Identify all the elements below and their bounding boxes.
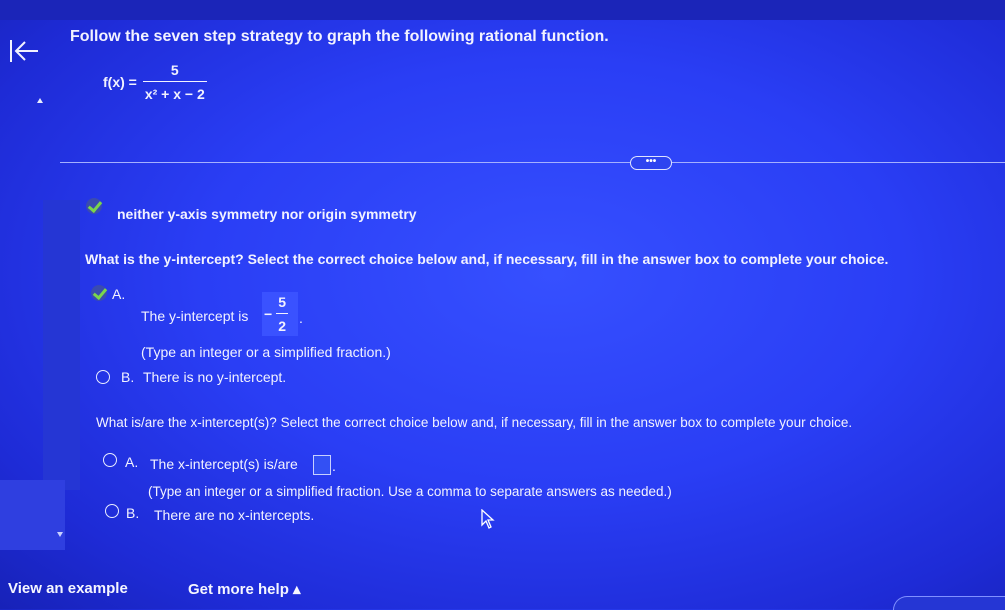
- instruction-text: Follow the seven step strategy to graph the following rational function.: [70, 28, 609, 45]
- scroll-strip: [43, 200, 80, 490]
- xintercept-choice-b-radio[interactable]: [105, 504, 119, 518]
- function-lhs: f(x) =: [103, 74, 137, 90]
- xintercept-answer-period: .: [332, 458, 336, 474]
- xintercept-answer-box[interactable]: [313, 455, 331, 475]
- yintercept-choice-a-label[interactable]: A.: [112, 286, 126, 302]
- xintercept-choice-a-text: The x-intercept(s) is/are: [150, 456, 298, 472]
- back-arrow-icon[interactable]: [6, 34, 42, 68]
- section-divider: [60, 162, 1005, 163]
- check-icon: [86, 198, 102, 214]
- collapse-up-icon[interactable]: [37, 98, 43, 103]
- answer-denominator: 2: [276, 313, 288, 334]
- yintercept-choice-b-radio[interactable]: [96, 370, 110, 384]
- function-expression: [103, 62, 207, 102]
- function-numerator: 5: [170, 62, 179, 78]
- bottom-right-control[interactable]: [893, 596, 1005, 610]
- yintercept-answer-value: [264, 294, 288, 334]
- xintercept-choice-b-label[interactable]: B.: [126, 505, 140, 521]
- get-more-help-link[interactable]: Get more help ▴: [188, 581, 301, 598]
- answer-fraction: [276, 294, 288, 334]
- function-fraction: [143, 62, 207, 102]
- view-example-link[interactable]: View an example: [8, 580, 128, 597]
- xintercept-question: What is/are the x-intercept(s)? Select the correct choice below and, if necessary, fill in the answer box to complete your choice.: [96, 415, 853, 430]
- yintercept-choice-b-label[interactable]: B.: [121, 369, 135, 385]
- xintercept-hint: (Type an integer or a simplified fraction. Use a comma to separate answers as needed.): [148, 484, 672, 499]
- answer-numerator: 5: [278, 294, 286, 310]
- mouse-pointer-icon: [480, 509, 496, 529]
- function-denominator: x² + x − 2: [143, 81, 207, 102]
- yintercept-answer-period: .: [299, 310, 303, 326]
- more-options-button[interactable]: •••: [630, 156, 672, 170]
- xintercept-choice-a-label[interactable]: A.: [125, 454, 139, 470]
- yintercept-question: What is the y-intercept? Select the correct choice below and, if necessary, fill in the answer box to complete your choice.: [85, 251, 889, 267]
- collapse-down-icon[interactable]: [57, 532, 63, 537]
- yintercept-choice-b-text: There is no y-intercept.: [143, 369, 287, 385]
- top-bar: [0, 0, 1005, 20]
- yintercept-choice-a-text: The y-intercept is: [141, 308, 249, 324]
- left-panel: [0, 480, 65, 550]
- answer-sign: −: [264, 306, 273, 322]
- previous-answer-text: neither y-axis symmetry nor origin symmetry: [117, 206, 417, 222]
- xintercept-choice-b-text: There are no x-intercepts.: [154, 507, 315, 523]
- xintercept-choice-a-radio[interactable]: [103, 453, 117, 467]
- check-icon: [91, 285, 107, 301]
- yintercept-hint: (Type an integer or a simplified fraction.): [141, 344, 391, 360]
